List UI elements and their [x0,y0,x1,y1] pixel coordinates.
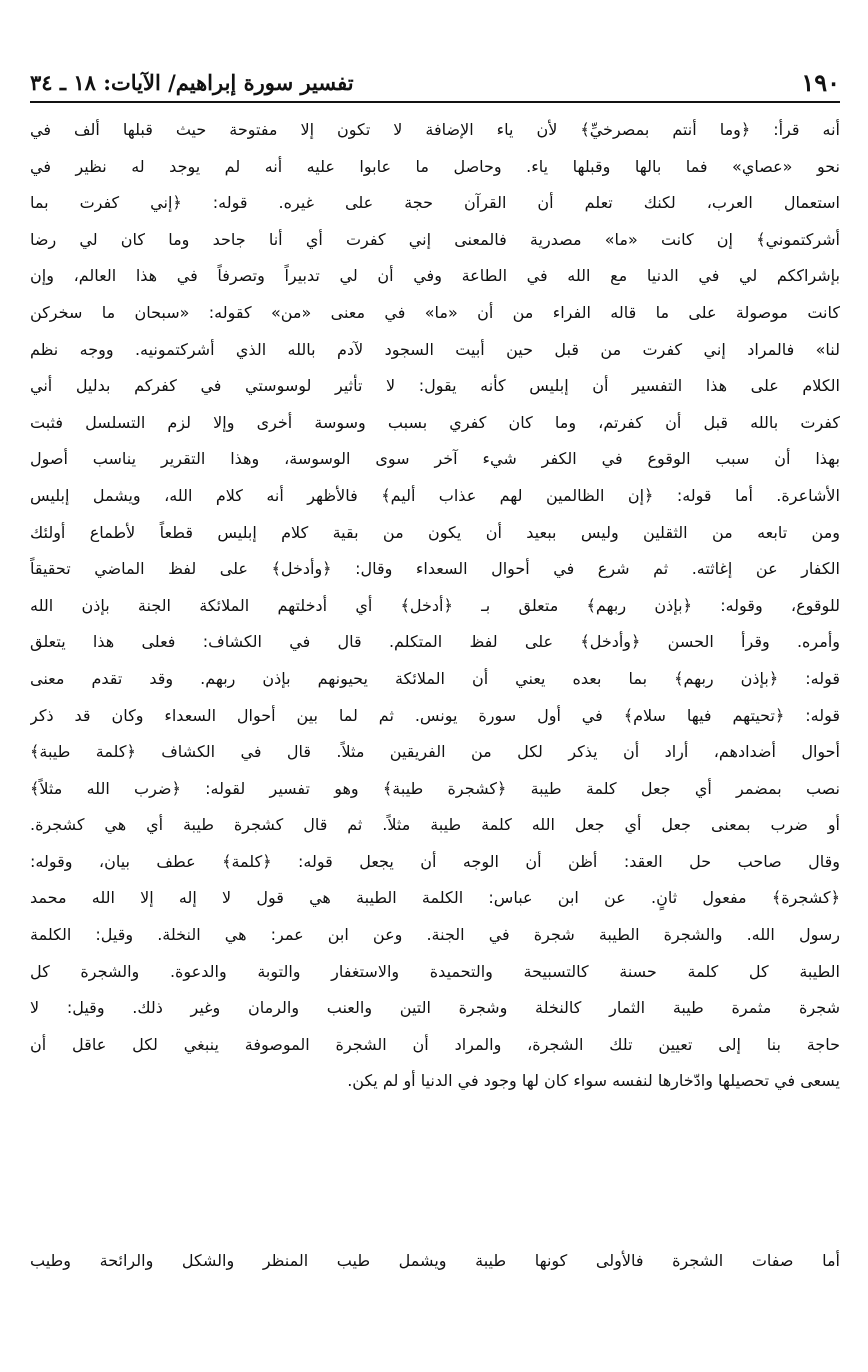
text-line: أو ضرب بمعنى جعل أي جعل الله كلمة طيبة مثلاً. ثم قال كشجرة طيبة أي هي كشجرة. [30,815,840,835]
text-line: ﴿كشجرة﴾ مفعول ثانٍ. عن ابن عباس: الكلمة الطيبة هي قول لا إله إلا الله محمد [30,888,840,908]
text-line: الكفار عن إغاثته. ثم شرع في أحوال السعداء وقال: ﴿وأدخل﴾ على لفظ الماضي تحقيقاً [30,559,840,579]
text-line: نصب بمضمر أي جعل كلمة طيبة ﴿كشجرة طيبة﴾ وهو تفسير لقوله: ﴿ضرب الله مثلاً﴾ [30,778,840,798]
text-line: نحو «عصاي» فما بالها وقبلها ياء. وحاصل ما عابوا عليه أنه لم يوجد له نظير في [30,156,840,176]
page-header [30,58,840,98]
text-line: شجرة مثمرة طيبة الثمار كالنخلة وشجرة التين والعنب والرمان وغير ذلك. وقيل: لا [30,998,840,1018]
text-line: حاجة بنا إلى تعيين تلك الشجرة، والمراد أن الشجرة الموصوفة ينبغي لكل عاقل أن [30,1034,840,1054]
text-line: استعمال العرب، لكنك تعلم أن القرآن حجة على غيره. قوله: ﴿إني كفرت بما [30,193,840,213]
text-line: للوقوع، وقوله: ﴿بإذن ربهم﴾ متعلق بـ ﴿أدخل﴾ أي أدخلتهم الملائكة الجنة بإذن الله [30,595,840,615]
text-line: قوله: ﴿بإذن ربهم﴾ بما بعده يعني أن الملائكة يحيونهم بإذن ربهم. وقد تقدم معنى [30,668,840,688]
text-line: كفرت بالله قبل أن كفرتم، وما كان كفري بسبب وسوسة أخرى وإلا لزم التسلسل فثبت [30,412,840,432]
text-line: قوله: ﴿تحيتهم فيها سلام﴾ في أول سورة يونس. ثم لما بين أحوال السعداء وكان قد ذكر [30,705,840,725]
running-title: تفسير سورة إبراهيم/ الآيات: ١٨ ـ ٣٤ [30,70,354,95]
text-line: الطيبة كل كلمة حسنة كالتسبيحة والتحميدة والاستغفار والتوبة والدعوة. والشجرة كل [30,961,840,981]
text-line-last: يسعى في تحصيلها وادّخارها لنفسه سواء كان لها وجود في الدنيا أو لم يكن. [347,1071,840,1091]
text-line: أنه قرأ: ﴿وما أنتم بمصرخيِّ﴾ لأن ياء الإضافة لا تكون إلا مفتوحة حيث قبلها ألف في [30,120,840,139]
header-divider [30,101,840,103]
text-line: أحوال أضدادهم، أراد أن يذكر لكل من الفريقين مثلاً. قال في الكشاف ﴿كلمة طيبة﴾ [30,742,840,762]
main-text [30,112,840,1212]
text-line: الأشاعرة. أما قوله: ﴿إن الظالمين لهم عذاب أليم﴾ فالأظهر أنه كلام الله، ويشمل إبليس [30,485,840,505]
text-line: أشركتموني﴾ إن كانت «ما» مصدرية فالمعنى إني كفرت أي أنا جاحد وما كان لي رضا [30,229,840,249]
text-line: كانت موصولة على ما قاله الفراء من أن «ما» في معنى «من» كقوله: «سبحان ما سخركن [30,302,840,322]
text-line: رسول الله. والشجرة الطيبة شجرة في الجنة. وعن ابن عمر: هي النخلة. وقيل: الكلمة [30,925,840,945]
text-line: بإشراككم لي في الدنيا مع الله في الطاعة وفي أن لي تدبيراً وتصرفاً في هذا العالم، وإن [30,266,840,286]
text-line: لنا» فالمراد إني كفرت من قبل حين أبيت السجود لآدم بالله الذي أشركتمونيه. ووجه نظم [30,339,840,359]
text-line: بهذا أن سبب الوقوع في الكفر شيء آخر سوى الوسوسة، وهذا التقرير يناسب أصول [30,449,840,469]
footnote-line: أما صفات الشجرة فالأولى كونها طيبة ويشمل طيب المنظر والشكل والرائحة وطيب [30,1251,840,1270]
text-line: وقال صاحب حل العقد: أظن أن الوجه أن يجعل قوله: ﴿كلمة﴾ عطف بيان، وقوله: [30,851,840,871]
text-line: وأمره. وقرأ الحسن ﴿وأدخل﴾ على لفظ المتكلم. قال في الكشاف: فعلى هذا يتعلق [30,632,840,652]
text-line: الكلام على هذا التفسير أن إبليس كأنه يقول: لا تأثير لوسوستي في كفركم بدليل أني [30,376,840,396]
text-line: ومن تابعه من الثقلين وليس ببعيد أن يكون من بقية كلام إبليس قطعاً لأطماع أولئك [30,522,840,542]
page-number: ١٩٠ [801,68,840,97]
